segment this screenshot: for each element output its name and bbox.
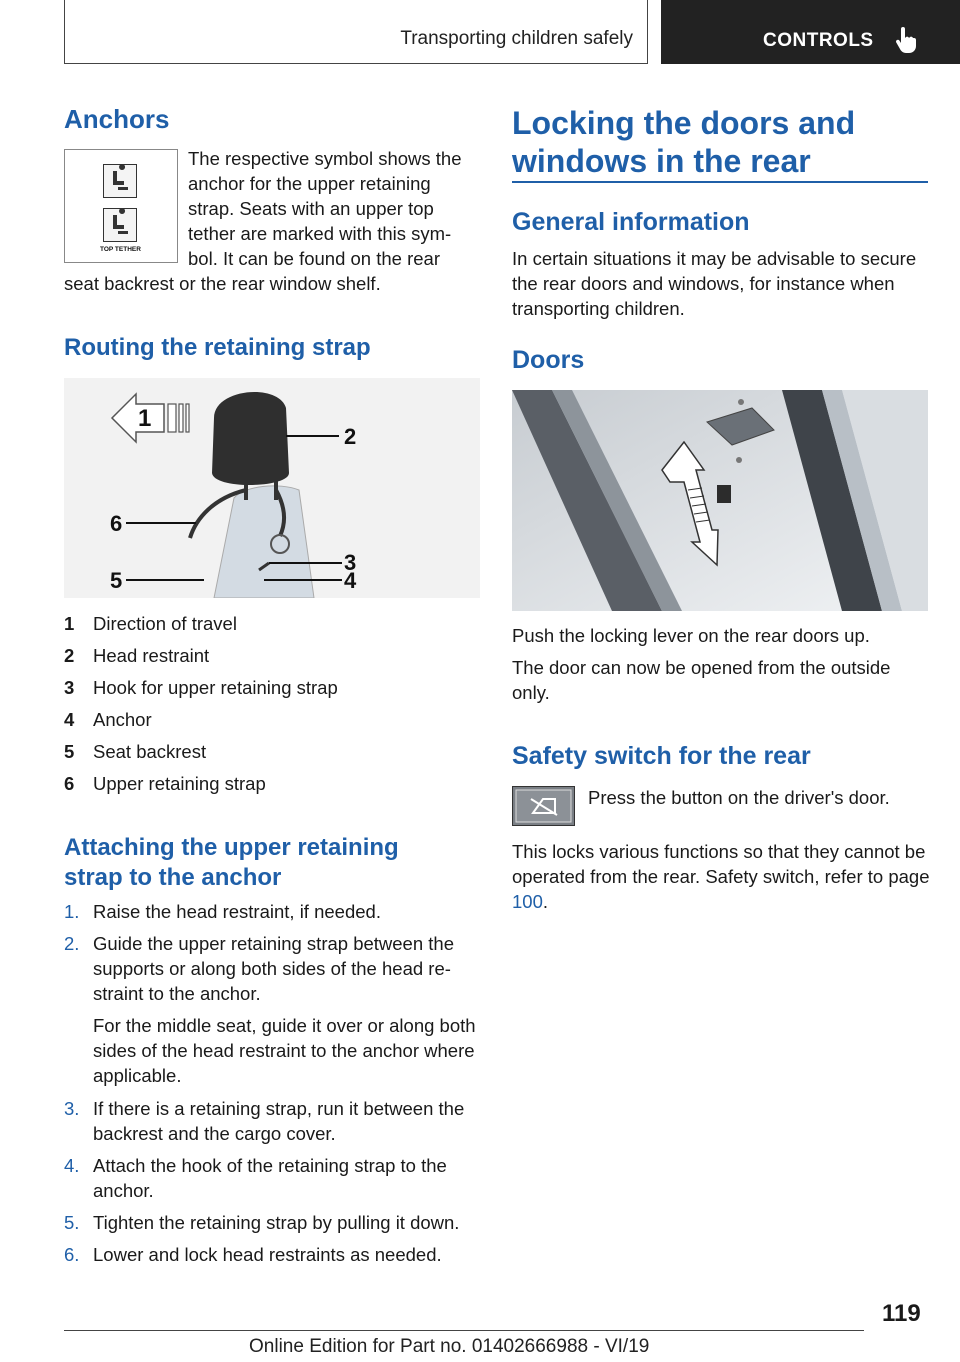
header-section-box xyxy=(64,0,648,64)
anchors-text xyxy=(64,146,480,296)
retaining-strap-figure xyxy=(64,378,480,598)
legend-text: Direction of travel xyxy=(93,613,237,634)
callout-4: 4 xyxy=(344,568,357,593)
step-text: Guide the upper retaining strap between the supports or along both sides of the head re-straint to the anchor. xyxy=(93,933,454,1004)
step-number: 3. xyxy=(64,1098,80,1119)
child-lock-button-icon xyxy=(512,786,575,826)
step-text: Attach the hook of the retaining strap to the anchor. xyxy=(93,1155,447,1201)
step-text: Lower and lock head restraints as needed. xyxy=(93,1244,442,1265)
legend-text: Hook for upper retaining strap xyxy=(93,677,338,698)
legend-number: 1 xyxy=(64,613,75,634)
general-info-heading: General information xyxy=(512,208,750,236)
safety-switch-heading: Safety switch for the rear xyxy=(512,742,811,770)
anchors-paragraph: The respective symbol shows the anchor for the upper retaining strap. Seats with an upper top tether are marked with this sym-bol. It can be found on the rear seat backrest or the rear window shelf. xyxy=(64,148,462,294)
routing-heading: Routing the retaining strap xyxy=(64,334,371,361)
door-lock-illustration xyxy=(512,390,928,611)
legend-number: 4 xyxy=(64,709,75,730)
step-text: Raise the head restraint, if needed. xyxy=(93,901,381,922)
edition-footer: Online Edition for Part no. 01402666988 - VI/19 xyxy=(249,1336,650,1357)
step-number: 6. xyxy=(64,1244,80,1265)
legend-number: 2 xyxy=(64,645,75,666)
safety-text xyxy=(512,839,930,914)
locking-heading xyxy=(512,104,855,180)
legend-text: Seat backrest xyxy=(93,741,207,762)
retaining-strap-illustration xyxy=(64,378,480,598)
footer-rule xyxy=(64,1330,864,1331)
callout-6: 6 xyxy=(110,511,123,536)
callout-2: 2 xyxy=(344,424,357,449)
doors-heading: Doors xyxy=(512,346,585,374)
step-number: 2. xyxy=(64,933,80,954)
chapter-title: CONTROLS xyxy=(763,30,874,51)
safety-text-end: . xyxy=(542,891,549,912)
callout-5: 5 xyxy=(110,568,123,593)
legend-number: 5 xyxy=(64,741,75,762)
general-info-text: In certain situations it may be advisable to secure the rear doors and windows, for instance when transporting children. xyxy=(512,248,917,319)
step-number: 1. xyxy=(64,901,80,922)
callout-3: 3 xyxy=(344,550,357,575)
doors-text-2: The door can now be opened from the outside only. xyxy=(512,657,891,703)
step-text: For the middle seat, guide it over or along both sides of the head restraint to the anchor where applicable. xyxy=(93,1015,476,1086)
legend-text: Anchor xyxy=(93,709,152,730)
attaching-heading-line2: strap to the anchor xyxy=(64,864,282,891)
top-tether-label: TOP TETHER xyxy=(100,246,141,253)
step-number: 5. xyxy=(64,1212,80,1233)
callout-1: 1 xyxy=(138,405,152,432)
doors-text-1: Push the locking lever on the rear doors up. xyxy=(512,625,870,646)
page-number: 119 xyxy=(882,1300,921,1327)
safety-press-text: Press the button on the driver's door. xyxy=(588,787,890,808)
legend-text: Head restraint xyxy=(93,645,210,666)
header-chapter-box xyxy=(661,0,960,64)
pointing-hand-icon xyxy=(895,27,917,53)
locking-heading-line1: Locking the doors and xyxy=(512,105,856,141)
heading-rule xyxy=(512,181,928,183)
attaching-heading xyxy=(64,833,399,893)
attaching-heading-line1: Attaching the upper retaining xyxy=(64,834,399,861)
step-number: 4. xyxy=(64,1155,80,1176)
step-text: Tighten the retaining strap by pulling it down. xyxy=(93,1212,460,1233)
legend-text: Upper retaining strap xyxy=(93,773,266,794)
section-title: Transporting children safely xyxy=(400,28,633,49)
legend-number: 6 xyxy=(64,773,75,794)
locking-heading-line2: windows in the rear xyxy=(512,143,811,179)
door-lock-figure xyxy=(512,390,928,611)
step-text: If there is a retaining strap, run it between the backrest and the cargo cover. xyxy=(93,1098,465,1144)
page-100-link[interactable]: 100 xyxy=(512,891,543,912)
legend-number: 3 xyxy=(64,677,75,698)
safety-text-body: This locks various functions so that they cannot be operated from the rear. Safety switch, refer to page xyxy=(512,841,930,887)
anchors-heading: Anchors xyxy=(64,104,170,134)
